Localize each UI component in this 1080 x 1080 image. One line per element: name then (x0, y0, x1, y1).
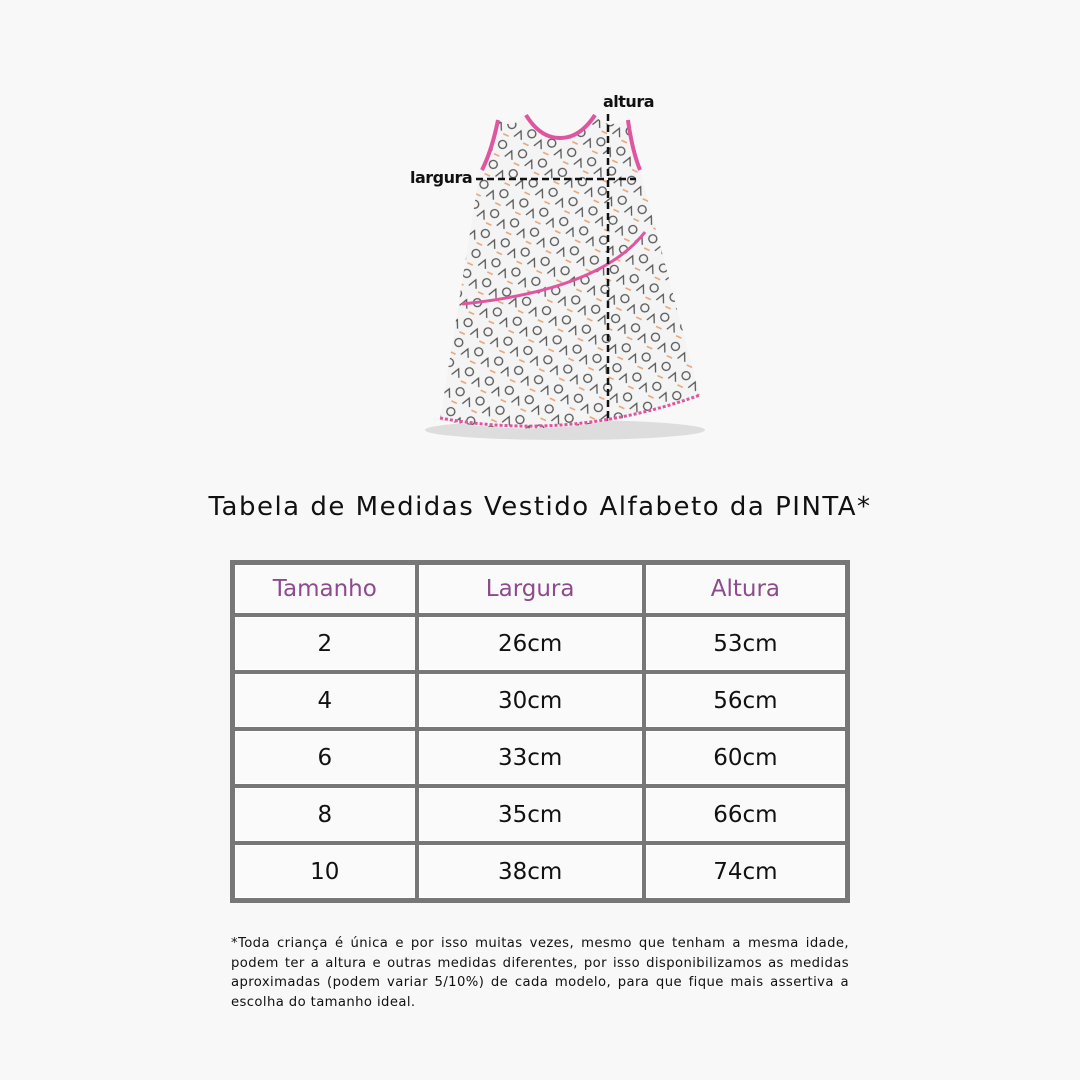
cell-height: 53cm (644, 615, 847, 672)
table-row (233, 615, 847, 672)
table-row (233, 786, 847, 843)
cell-width: 35cm (417, 786, 644, 843)
cell-width: 38cm (417, 843, 644, 900)
cell-size: 2 (233, 615, 417, 672)
cell-width: 30cm (417, 672, 644, 729)
size-table (230, 560, 850, 903)
table-header-row (233, 563, 847, 615)
dress-illustration (400, 90, 730, 450)
cell-width: 33cm (417, 729, 644, 786)
cell-size: 10 (233, 843, 417, 900)
table-row (233, 729, 847, 786)
header-width: Largura (417, 563, 644, 615)
cell-size: 6 (233, 729, 417, 786)
cell-height: 66cm (644, 786, 847, 843)
cell-height: 74cm (644, 843, 847, 900)
page-title: Tabela de Medidas Vestido Alfabeto da PINTA* (208, 492, 872, 522)
dress-image (400, 90, 730, 450)
cell-size: 8 (233, 786, 417, 843)
cell-height: 60cm (644, 729, 847, 786)
cell-size: 4 (233, 672, 417, 729)
table-row (233, 843, 847, 900)
table-row (233, 672, 847, 729)
height-label: altura (603, 92, 655, 111)
header-size: Tamanho (233, 563, 417, 615)
width-label: largura (410, 168, 473, 187)
cell-width: 26cm (417, 615, 644, 672)
header-height: Altura (644, 563, 847, 615)
footnote: *Toda criança é única e por isso muitas vezes, mesmo que tenham a mesma idade, podem ter a altura e outras medidas diferentes, por isso disponibilizamos as medidas aproximadas (podem variar 5/10%) de cada modelo, para que fique mais assertiva a escolha do tamanho ideal. (231, 936, 849, 1010)
cell-height: 56cm (644, 672, 847, 729)
